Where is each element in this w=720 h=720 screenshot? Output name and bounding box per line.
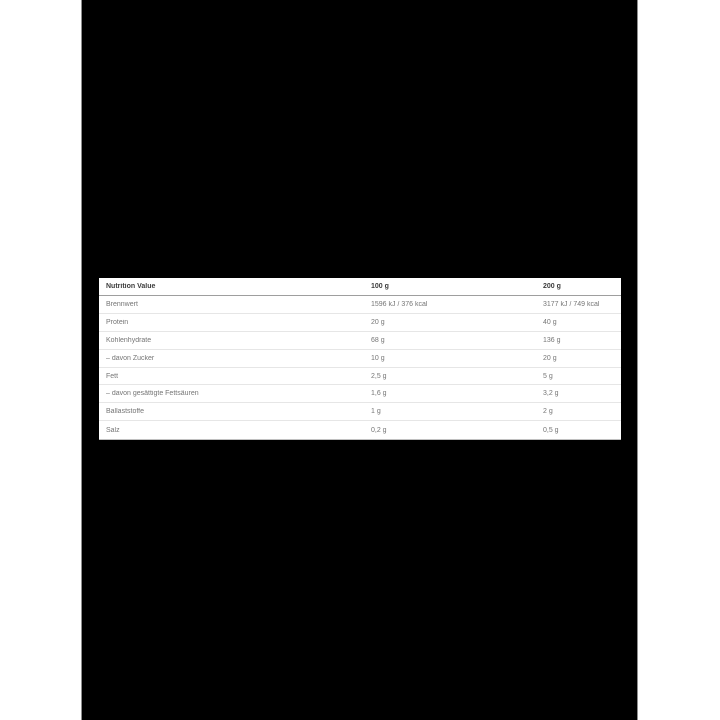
value-per-100g: 20 g [371,318,385,326]
value-per-100g: 1 g [371,408,381,416]
table-row [99,314,621,332]
product-image-black-background [81,0,638,720]
nutrient-label: Fett [106,372,119,380]
nutrient-label: Ballaststoffe [106,408,145,416]
value-per-200g: 3,2 g [543,390,559,398]
value-per-100g: 10 g [371,354,385,362]
value-per-200g: 40 g [543,318,557,326]
table-row [99,350,621,368]
value-per-200g: 2 g [543,408,553,416]
nutrient-label: Kohlenhydrate [106,336,152,344]
table-header-row [99,278,621,296]
column-header-nutrition-value: Nutrition Value [106,283,156,290]
column-header-100g: 100 g [371,283,389,290]
table-body [99,296,621,439]
value-per-100g: 1,6 g [371,390,387,398]
nutrition-table [99,278,621,440]
nutrient-label: Brennwert [106,300,138,308]
value-per-200g: 3177 kJ / 749 kcal [543,300,600,308]
table-row [99,332,621,350]
nutrient-label: – davon Zucker [106,354,155,362]
value-per-200g: 136 g [543,336,561,344]
value-per-200g: 20 g [543,354,557,362]
table-row [99,421,621,439]
value-per-200g: 5 g [543,372,553,380]
nutrient-label: – davon gesättigte Fettsäuren [106,390,199,398]
table-row [99,403,621,421]
nutrient-label: Salz [106,426,120,434]
value-per-200g: 0,5 g [543,426,559,434]
value-per-100g: 2,5 g [371,372,387,380]
table-row [99,368,621,386]
table-row [99,296,621,314]
value-per-100g: 1596 kJ / 376 kcal [371,300,428,308]
value-per-100g: 68 g [371,336,385,344]
value-per-100g: 0,2 g [371,426,387,434]
table-row [99,385,621,403]
column-header-200g: 200 g [543,283,561,290]
nutrient-label: Protein [106,318,129,326]
